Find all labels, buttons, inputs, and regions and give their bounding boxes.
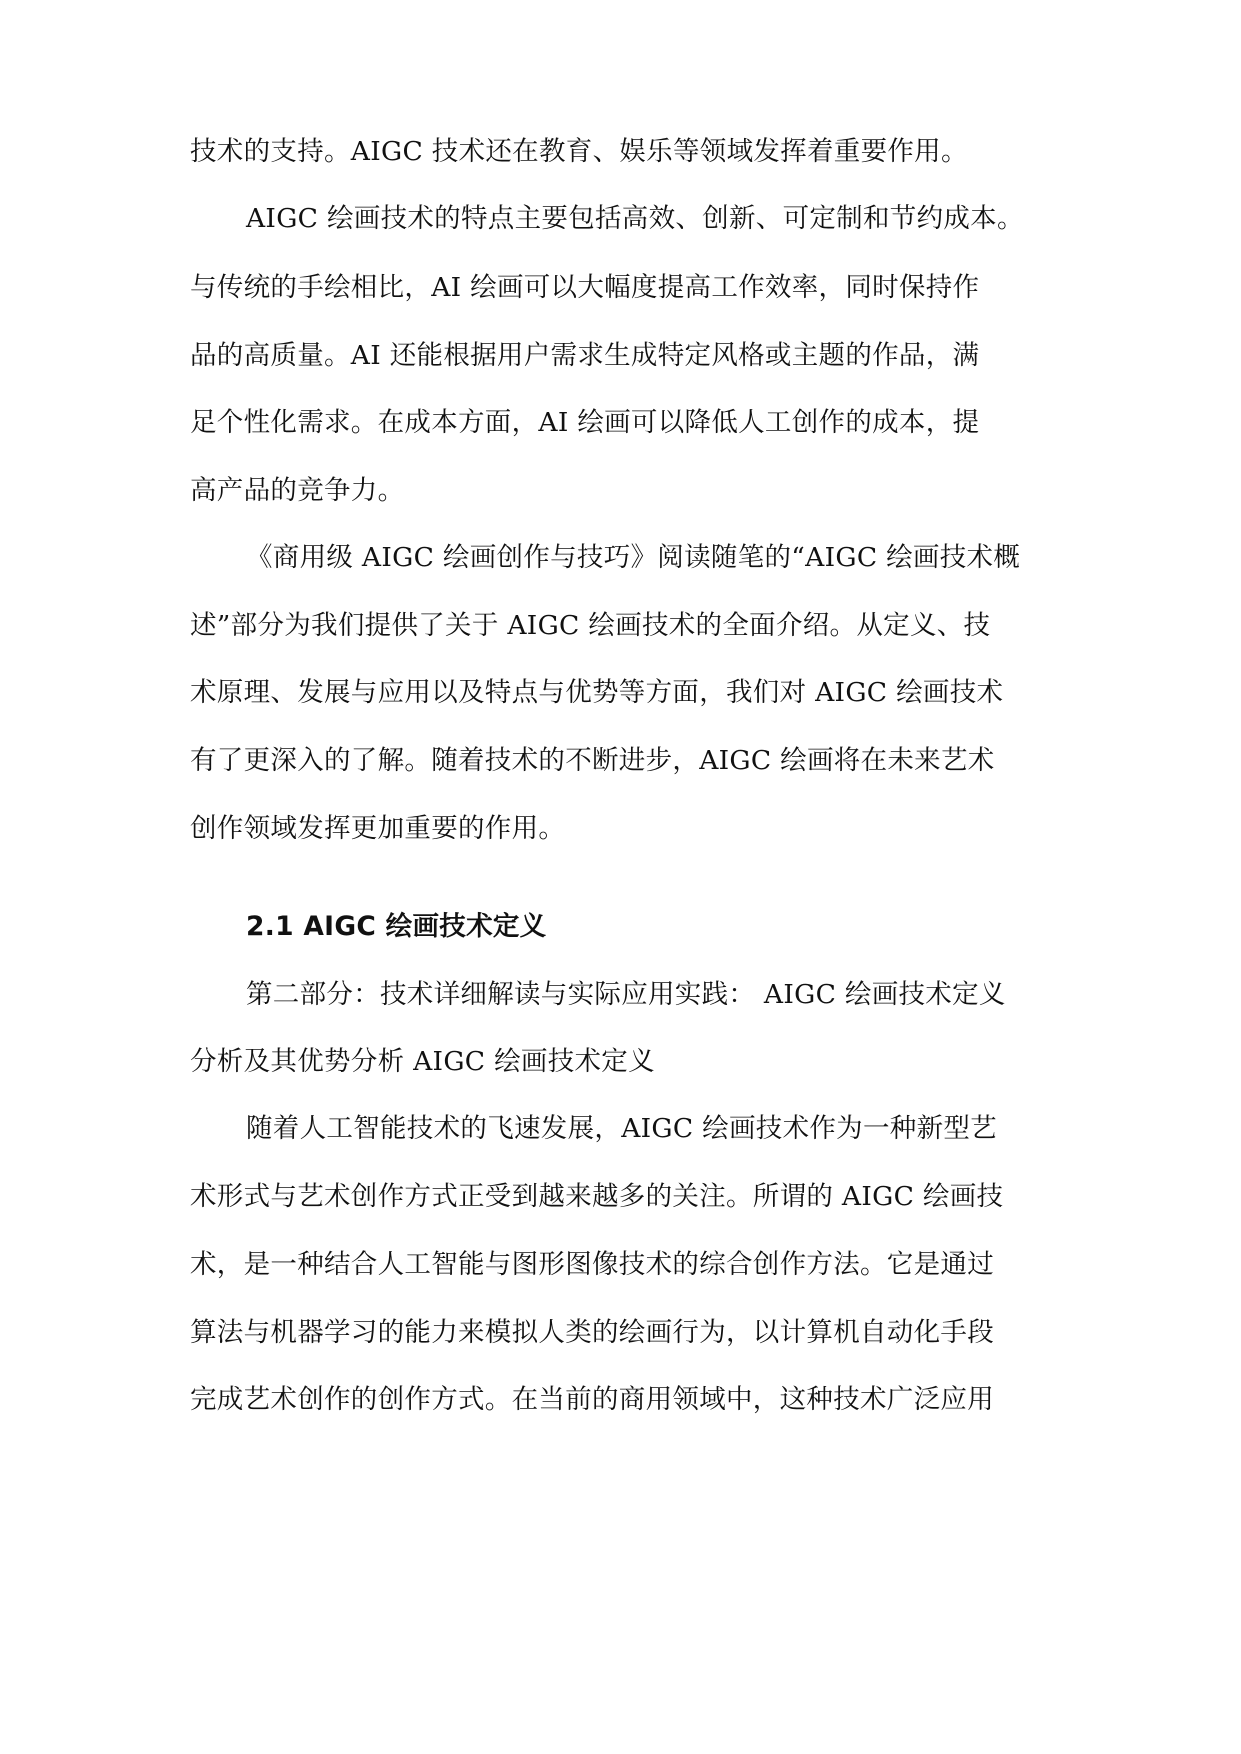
section-paragraph-2-line-4: 算法与机器学习的能力来模拟人类的绘画行为，以计算机自动化手段 <box>190 1317 994 1348</box>
paragraph-3-line-2: 述”部分为我们提供了关于 AIGC 绘画技术的全面介绍。从定义、技 <box>190 610 991 641</box>
paragraph-3-line-3: 术原理、发展与应用以及特点与优势等方面，我们对 AIGC 绘画技术 <box>190 677 1004 708</box>
paragraph-2-line-4: 足个性化需求。在成本方面，AI 绘画可以降低人工创作的成本，提 <box>190 407 980 438</box>
paragraph-3-line-4: 有了更深入的了解。随着技术的不断进步，AIGC 绘画将在未来艺术 <box>190 745 995 776</box>
section-paragraph-1-line-1: 第二部分：技术详细解读与实际应用实践： AIGC 绘画技术定义 <box>246 979 1006 1010</box>
paragraph-3-line-1: 《商用级 AIGC 绘画创作与技巧》阅读随笔的“AIGC 绘画技术概 <box>246 542 1021 573</box>
section-paragraph-2-line-5: 完成艺术创作的创作方式。在当前的商用领域中，这种技术广泛应用 <box>190 1384 994 1415</box>
paragraph-2-line-2: 与传统的手绘相比，AI 绘画可以大幅度提高工作效率，同时保持作 <box>190 272 980 303</box>
paragraph-3-line-5: 创作领域发挥更加重要的作用。 <box>190 813 566 844</box>
paragraph-2-line-3: 品的高质量。AI 还能根据用户需求生成特定风格或主题的作品，满 <box>190 340 980 371</box>
section-paragraph-2-line-1: 随着人工智能技术的飞速发展，AIGC 绘画技术作为一种新型艺 <box>246 1113 997 1144</box>
section-heading: 2.1 AIGC 绘画技术定义 <box>246 911 547 942</box>
section-paragraph-1-line-2: 分析及其优势分析 AIGC 绘画技术定义 <box>190 1046 655 1077</box>
paragraph-2-line-1: AIGC 绘画技术的特点主要包括高效、创新、可定制和节约成本。 <box>246 203 1024 234</box>
section-paragraph-2-line-3: 术，是一种结合人工智能与图形图像技术的综合创作方法。它是通过 <box>190 1249 994 1280</box>
paragraph-1-line-1: 技术的支持。AIGC 技术还在教育、娱乐等领域发挥着重要作用。 <box>190 136 968 167</box>
section-paragraph-2-line-2: 术形式与艺术创作方式正受到越来越多的关注。所谓的 AIGC 绘画技 <box>190 1181 1004 1212</box>
paragraph-2-line-5: 高产品的竞争力。 <box>190 475 405 506</box>
